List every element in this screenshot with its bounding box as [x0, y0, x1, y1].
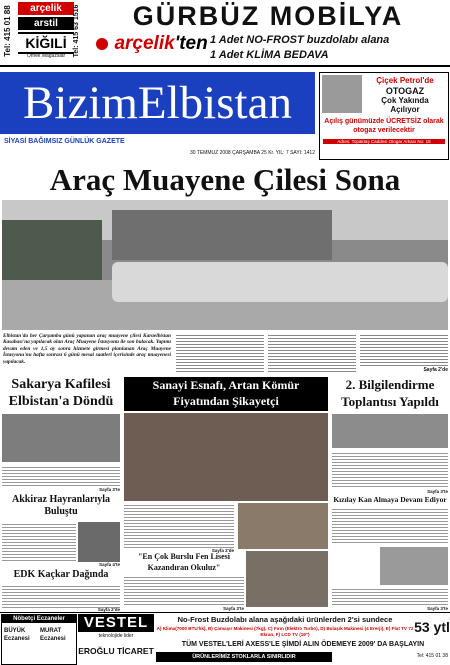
pharmacy-box — [1, 614, 77, 665]
story-edk-text — [2, 584, 120, 608]
story-sanayi-title: Sanayi Esnafı, Artan Kömür Fiyatından Şikayetçi — [124, 377, 328, 411]
story-sanayi-photo-2 — [238, 503, 328, 549]
side-ad-fineprint — [323, 147, 445, 157]
story-edk-more: Sayfa 2'de — [97, 607, 120, 612]
story-akkiraz-title: Akkiraz Hayranlarıyla Buluştu — [11, 494, 111, 517]
story-edk-title: EDK Kaçkar Dağında — [13, 569, 109, 580]
story-burslu-text — [124, 575, 244, 607]
vestel-logo: VESTEL — [78, 614, 154, 632]
story-kizilay-text — [332, 507, 448, 545]
company-name: GÜRBÜZ MOBİLYA — [132, 1, 404, 31]
brand-name: arçelik — [114, 33, 175, 54]
story-sakarya-more: Sayfa 3'te — [99, 487, 120, 492]
footer-items: A) Klima(7000 BTU'lık), B) Çamaşır Makinesi (7kg), C) Fırın (Elektro Turbo), D) Bulaşık Makinesi (4 Ererji), E) Flat TV 72 Ekran, F) LCD TV (19") — [156, 626, 414, 637]
top-ad-left-phone: Tel: 415 01 88 — [3, 5, 12, 57]
footer-stock-note: ÜRÜNLERİMİZ STOKLARLA SINIRLIDIR — [156, 652, 332, 662]
side-ad-address: Adres: Topaktaş Caddesi Otogar Arkası No: 18 — [323, 139, 445, 144]
issue-info: 30 TEMMUZ 2008 ÇARŞAMBA 25 Kr. YIL: 7 SAYI: 1412 — [189, 150, 315, 156]
footer-slogan: TÜM VESTEL'LERİ AXESS'LE ŞİMDİ ALIN ÖDEMEYE 2009' DA BAŞLAYIN — [181, 641, 425, 648]
top-divider — [0, 65, 450, 67]
story-burslu-more: Sayfa 3'te — [223, 606, 244, 611]
lead-column-2 — [268, 333, 356, 373]
lead-photo-buildings — [112, 210, 332, 260]
story-burslu-photo — [246, 551, 328, 607]
main-headline: Araç Muayene Çilesi Sona — [49, 162, 401, 197]
side-ad — [319, 72, 449, 160]
story-kizilay-photo — [380, 547, 448, 585]
arcelik-brand — [96, 33, 208, 59]
lead-column-3 — [360, 333, 448, 367]
lead-caption: Elbistan'da her Çarşamba günü yapanan araç muayene çilesi Karaelbistan Kasabası'na yapılacak olan Araç Muayene İstasyonu ile son bulacak. Yapımı devam eden ve 1,5 ay sonra hizmete girmesi planlanan Araç Muayene İstasyonu'nu hafta sonrası 6 günü mesai saatleri içerisinde araç muayenesi yapılacak. — [3, 333, 171, 365]
lead-column-1 — [176, 333, 264, 373]
vestel-tagline: teknolojide lider — [98, 633, 134, 639]
arstil-logo: arstil — [18, 17, 74, 30]
offer-line-2: 1 Adet KLİMA BEDAVA — [210, 49, 329, 61]
story-sanayi-photo — [124, 413, 328, 501]
footer-offer: No-Frost Buzdolabı alana aşağıdaki ürünlerden 2'si sundece — [177, 615, 393, 624]
top-ad-mid-phone: Tel: 415 63 1516 — [73, 4, 80, 58]
story-sanayi-more: Sayfa 2'de — [211, 548, 234, 553]
store-name: EROĞLU TİCARET — [78, 646, 154, 656]
story-akkiraz-photo — [78, 522, 120, 562]
story-akkiraz-more: Sayfa 4'te — [99, 562, 120, 567]
masthead-title: BizimElbistan — [0, 72, 315, 134]
story-burslu-title: "En Çok Burslu Fen Lisesi Kazandıran Okuluz" — [137, 552, 231, 572]
side-ad-title-2: OTOGAZ — [385, 86, 425, 96]
side-ad-promo: Açılış günümüzde ÜCRETSİZ olarak otogaz verilecektir — [324, 118, 444, 134]
story-toplanti-title: 2. Bilgilendirme Toplantısı Yapıldı — [341, 377, 439, 409]
stores-label: Örnek Mağazalar — [26, 53, 66, 59]
offer-line-1: 1 Adet NO-FROST buzdolabı alana — [210, 34, 390, 46]
masthead — [0, 70, 315, 162]
pharmacy-2: MURAT Eczanesi — [40, 628, 66, 642]
story-sakarya-title: Sakarya Kafilesi Elbistan'a Döndü — [8, 377, 114, 409]
lead-more: Sayfa 2'de — [423, 367, 448, 373]
story-sakarya-text — [2, 465, 120, 487]
pharmacy-1: BÜYÜK Eczanesi — [4, 628, 30, 642]
side-ad-title-3: Çok Yakında — [381, 96, 429, 105]
lead-photo-cars — [112, 262, 448, 302]
story-sanayi-text — [124, 503, 234, 549]
side-ad-title-1: Çiçek Petrol'de — [376, 76, 434, 85]
story-sakarya-photo — [2, 414, 120, 462]
footer-divider — [0, 612, 450, 613]
station-photo — [322, 75, 362, 113]
footer-ad — [0, 614, 450, 665]
footer-price: 53 ytl — [414, 619, 450, 635]
story-akkiraz-text — [2, 522, 76, 562]
brand-suffix: 'ten — [174, 33, 208, 54]
footer-phone: Tel: 415 01 38 — [416, 653, 448, 659]
story-kizilay-title: Kızılay Kan Almaya Devam Ediyor — [333, 495, 447, 504]
arcelik-logo: arçelik — [18, 2, 74, 15]
pharmacy-title: Nöbetçi Eczaneler — [2, 615, 76, 623]
lead-photo — [2, 200, 448, 330]
story-toplanti-text — [332, 451, 448, 489]
top-ad-logos — [18, 2, 74, 62]
masthead-tagline: SİYASİ BAĞIMSIZ GÜNLÜK GAZETE — [4, 138, 125, 145]
story-kizilay-more: Sayfa 3'te — [427, 606, 448, 611]
story-toplanti-photo — [332, 414, 448, 448]
side-ad-title-4: Açılıyor — [390, 105, 420, 114]
lead-photo-trees — [2, 220, 102, 280]
arcelik-swirl-icon — [96, 38, 108, 50]
story-toplanti-more: Sayfa 3'te — [427, 489, 448, 494]
kigili-logo: KİĞILİ — [18, 32, 74, 54]
vestel-block — [78, 614, 154, 663]
story-kizilay-text-2 — [332, 587, 448, 607]
top-ad — [0, 0, 450, 64]
